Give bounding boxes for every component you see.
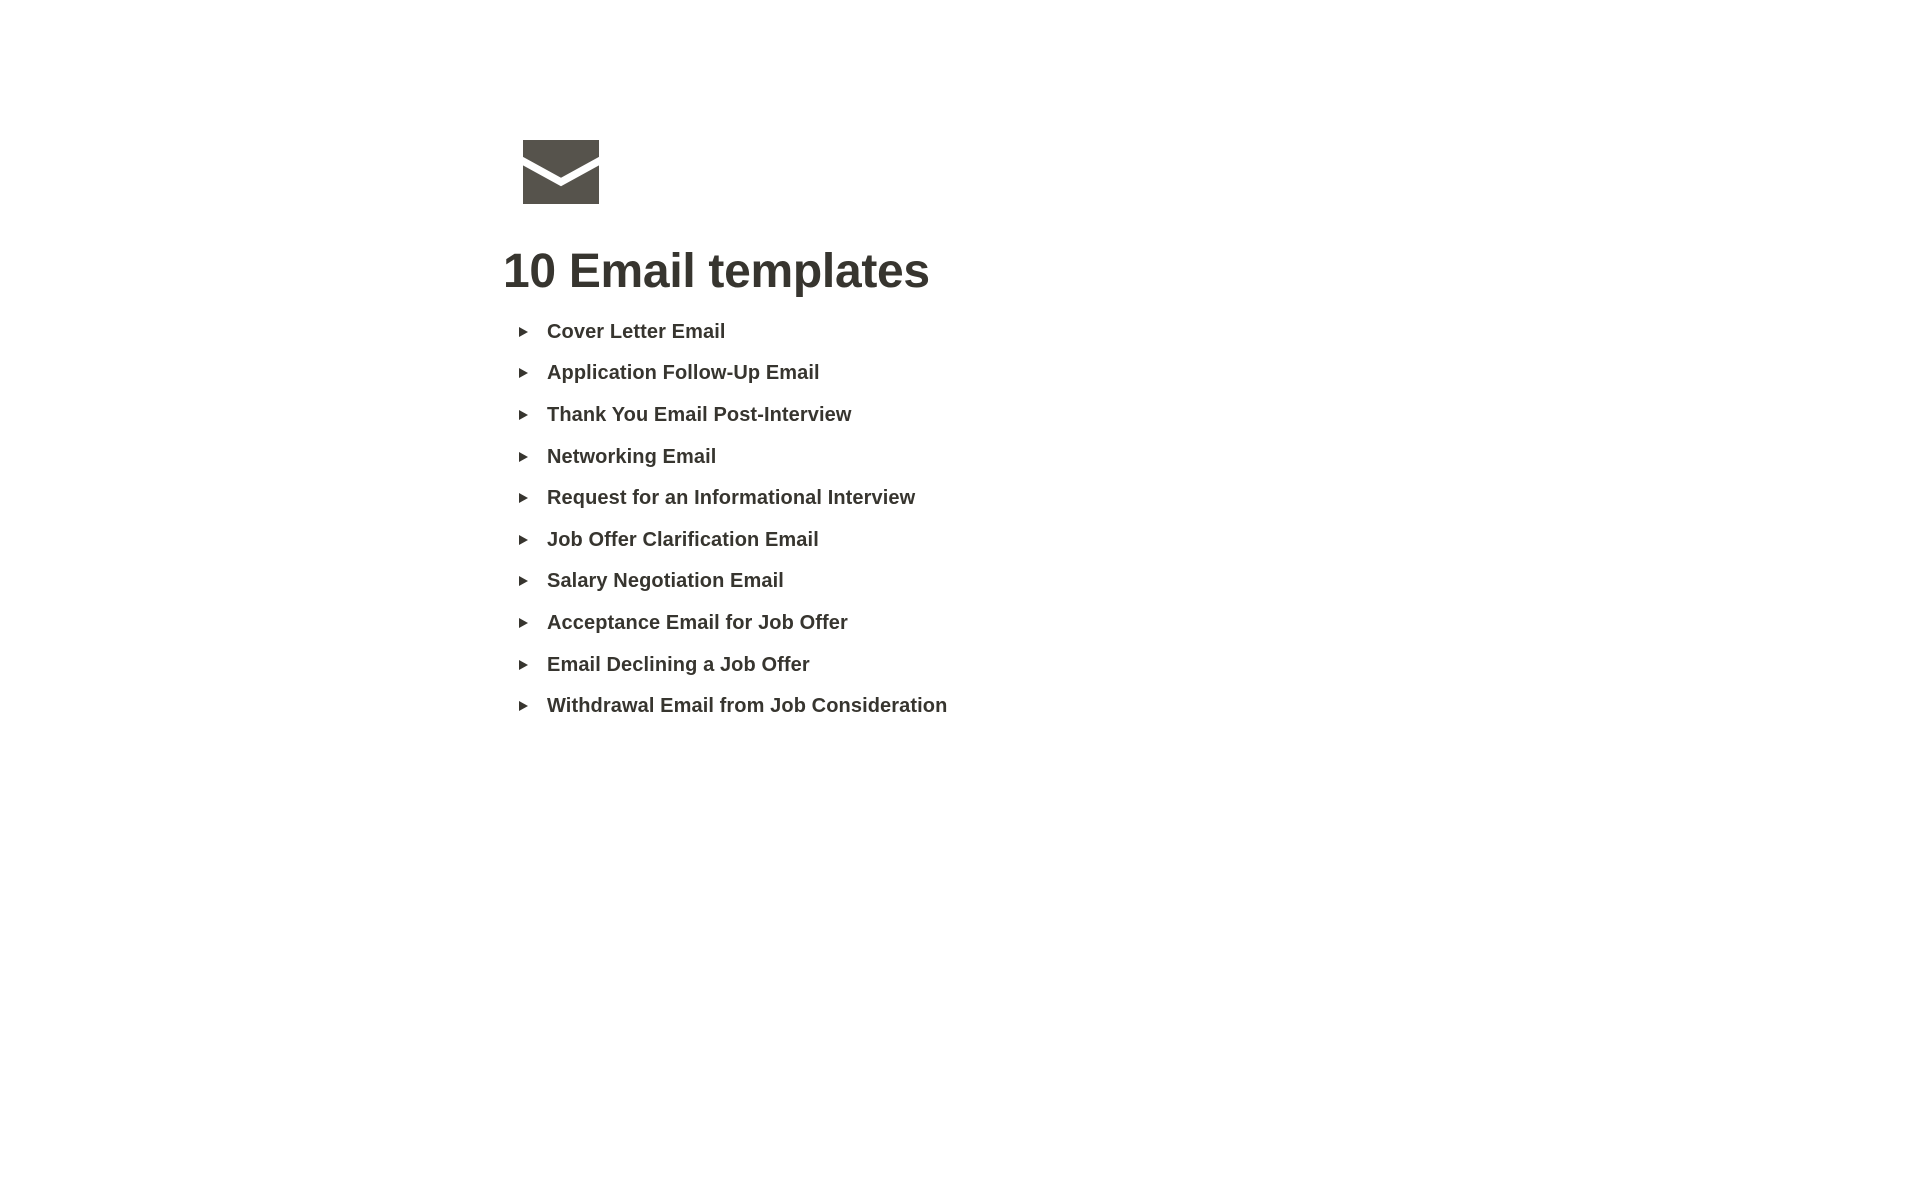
toggle-expand-button[interactable] [511, 403, 535, 427]
toggle-triangle-icon [519, 493, 528, 503]
toggle-expand-button[interactable] [511, 361, 535, 385]
toggle-label[interactable]: Request for an Informational Interview [547, 487, 916, 510]
toggle-list [503, 311, 1263, 727]
toggle-triangle-icon [519, 535, 528, 545]
toggle-row-3[interactable] [503, 394, 1263, 436]
toggle-expand-button[interactable] [511, 694, 535, 718]
toggle-row-2[interactable] [503, 353, 1263, 395]
document-page [503, 0, 1263, 1199]
toggle-label[interactable]: Email Declining a Job Offer [547, 653, 810, 676]
toggle-label[interactable]: Application Follow-Up Email [547, 362, 820, 385]
toggle-row-8[interactable] [503, 602, 1263, 644]
toggle-label[interactable]: Networking Email [547, 445, 717, 468]
toggle-triangle-icon [519, 327, 528, 337]
toggle-label[interactable]: Cover Letter Email [547, 320, 726, 343]
toggle-row-4[interactable] [503, 436, 1263, 478]
toggle-row-1[interactable] [503, 311, 1263, 353]
toggle-expand-button[interactable] [511, 569, 535, 593]
page-title[interactable]: 10 Email templates [503, 245, 930, 298]
toggle-triangle-icon [519, 410, 528, 420]
toggle-triangle-icon [519, 576, 528, 586]
toggle-triangle-icon [519, 618, 528, 628]
toggle-row-5[interactable] [503, 477, 1263, 519]
toggle-row-9[interactable] [503, 644, 1263, 686]
toggle-triangle-icon [519, 701, 528, 711]
toggle-expand-button[interactable] [511, 445, 535, 469]
toggle-expand-button[interactable] [511, 320, 535, 344]
toggle-label[interactable]: Thank You Email Post-Interview [547, 403, 852, 426]
toggle-row-6[interactable] [503, 519, 1263, 561]
toggle-label[interactable]: Withdrawal Email from Job Consideration [547, 695, 948, 718]
envelope-icon[interactable] [523, 140, 599, 204]
toggle-triangle-icon [519, 452, 528, 462]
toggle-row-7[interactable] [503, 561, 1263, 603]
toggle-triangle-icon [519, 660, 528, 670]
toggle-expand-button[interactable] [511, 611, 535, 635]
toggle-row-10[interactable] [503, 685, 1263, 727]
toggle-triangle-icon [519, 368, 528, 378]
toggle-label[interactable]: Salary Negotiation Email [547, 570, 784, 593]
toggle-label[interactable]: Job Offer Clarification Email [547, 528, 819, 551]
toggle-expand-button[interactable] [511, 486, 535, 510]
toggle-label[interactable]: Acceptance Email for Job Offer [547, 611, 848, 634]
toggle-expand-button[interactable] [511, 528, 535, 552]
toggle-expand-button[interactable] [511, 653, 535, 677]
